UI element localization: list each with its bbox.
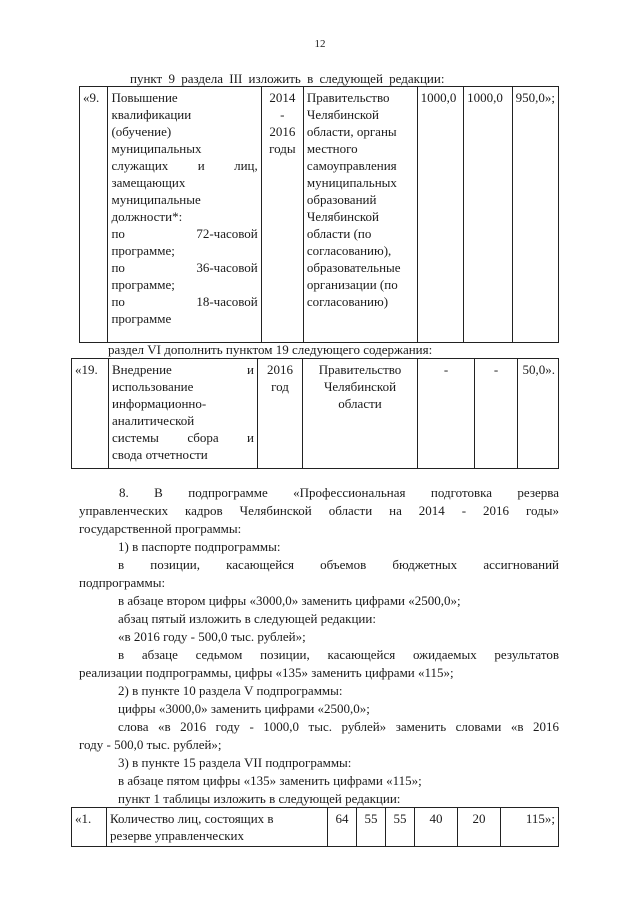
amount-cell-3: 50,0».: [518, 359, 559, 469]
item-2-heading: 2) в пункте 10 раздела V подпрограммы:: [118, 683, 343, 698]
item-paragraph-5-digits: в абзаце пятом цифры «135» заменить цифрами «115»;: [118, 773, 422, 788]
amount-cell-3: 950,0»;: [512, 87, 558, 343]
table-item-9: [79, 86, 559, 343]
value-cell-4: 40: [415, 808, 458, 847]
item-table-point-1: пункт 1 таблицы изложить в следующей редакции:: [118, 791, 401, 806]
item-expected-results: в абзаце седьмом позиции, касающейся ожидаемых результатов реализации подпрограммы, цифры «135» заменить цифрами «115»;: [79, 647, 559, 680]
measure-name-cell: Внедрение и использование информационно- аналитической системы сбора и свода отчетности: [109, 359, 258, 469]
period-cell: 2014 - 2016 годы: [261, 87, 303, 343]
value-cell-3: 55: [386, 808, 415, 847]
row-number: «19.: [72, 359, 109, 469]
table-row: [72, 808, 559, 847]
measure-name-cell: Повышение квалификации (обучение) муниципальных служащих и лиц, замещающих муниципальные должности*: по 72-часовой программе; по 36-часовой программе; по 18-часовой программе: [108, 87, 261, 343]
amount-cell-2: 1000,0: [464, 87, 512, 343]
table-item-19: [71, 358, 559, 469]
table-point-1: [71, 807, 559, 847]
amount-cell-2: -: [475, 359, 518, 469]
intro-table-1: пункт 9 раздела III изложить в следующей редакции:: [130, 71, 445, 86]
item-budget-position: в позиции, касающейся объемов бюджетных ассигнований подпрограммы:: [79, 557, 559, 590]
row-number: «1.: [72, 808, 107, 847]
paragraph-8: 8. В подпрограмме «Профессиональная подготовка резерва управленческих кадров Челябинской области на 2014 - 2016 годы» государственной программы:: [79, 485, 559, 536]
value-cell-6: 115»;: [501, 808, 559, 847]
value-cell-5: 20: [458, 808, 501, 847]
table-row: [72, 359, 559, 469]
item-paragraph-2: в абзаце втором цифры «3000,0» заменить цифрами «2500,0»;: [118, 593, 461, 608]
page-number: 12: [314, 38, 326, 50]
value-cell-2: 55: [357, 808, 386, 847]
intro-table-2: раздел VI дополнить пунктом 19 следующего содержания:: [108, 342, 433, 357]
amount-cell-1: 1000,0: [417, 87, 464, 343]
item-digits-replace: цифры «3000,0» заменить цифрами «2500,0»;: [118, 701, 370, 716]
executor-cell: Правительство Челябинской области, органы местного самоуправления муниципальных образований Челябинской области (по согласованию), образовательные организации (по согласованию): [303, 87, 417, 343]
item-words-replace: слова «в 2016 году - 1000,0 тыс. рублей» заменить словами «в 2016 году - 500,0 тыс. рублей»;: [79, 719, 559, 752]
table-row: [80, 87, 559, 343]
item-quote-2016: «в 2016 году - 500,0 тыс. рублей»;: [118, 629, 306, 644]
row-number: «9.: [80, 87, 108, 343]
indicator-name-cell: Количество лиц, состоящих в резерве управленческих: [107, 808, 328, 847]
item-1-heading: 1) в паспорте подпрограммы:: [118, 539, 281, 554]
amount-cell-1: -: [418, 359, 475, 469]
item-paragraph-5: абзац пятый изложить в следующей редакции:: [118, 611, 376, 626]
item-3-heading: 3) в пункте 15 раздела VII подпрограммы:: [118, 755, 352, 770]
value-cell-1: 64: [328, 808, 357, 847]
period-cell: 2016 год: [258, 359, 303, 469]
executor-cell: Правительство Челябинской области: [303, 359, 418, 469]
